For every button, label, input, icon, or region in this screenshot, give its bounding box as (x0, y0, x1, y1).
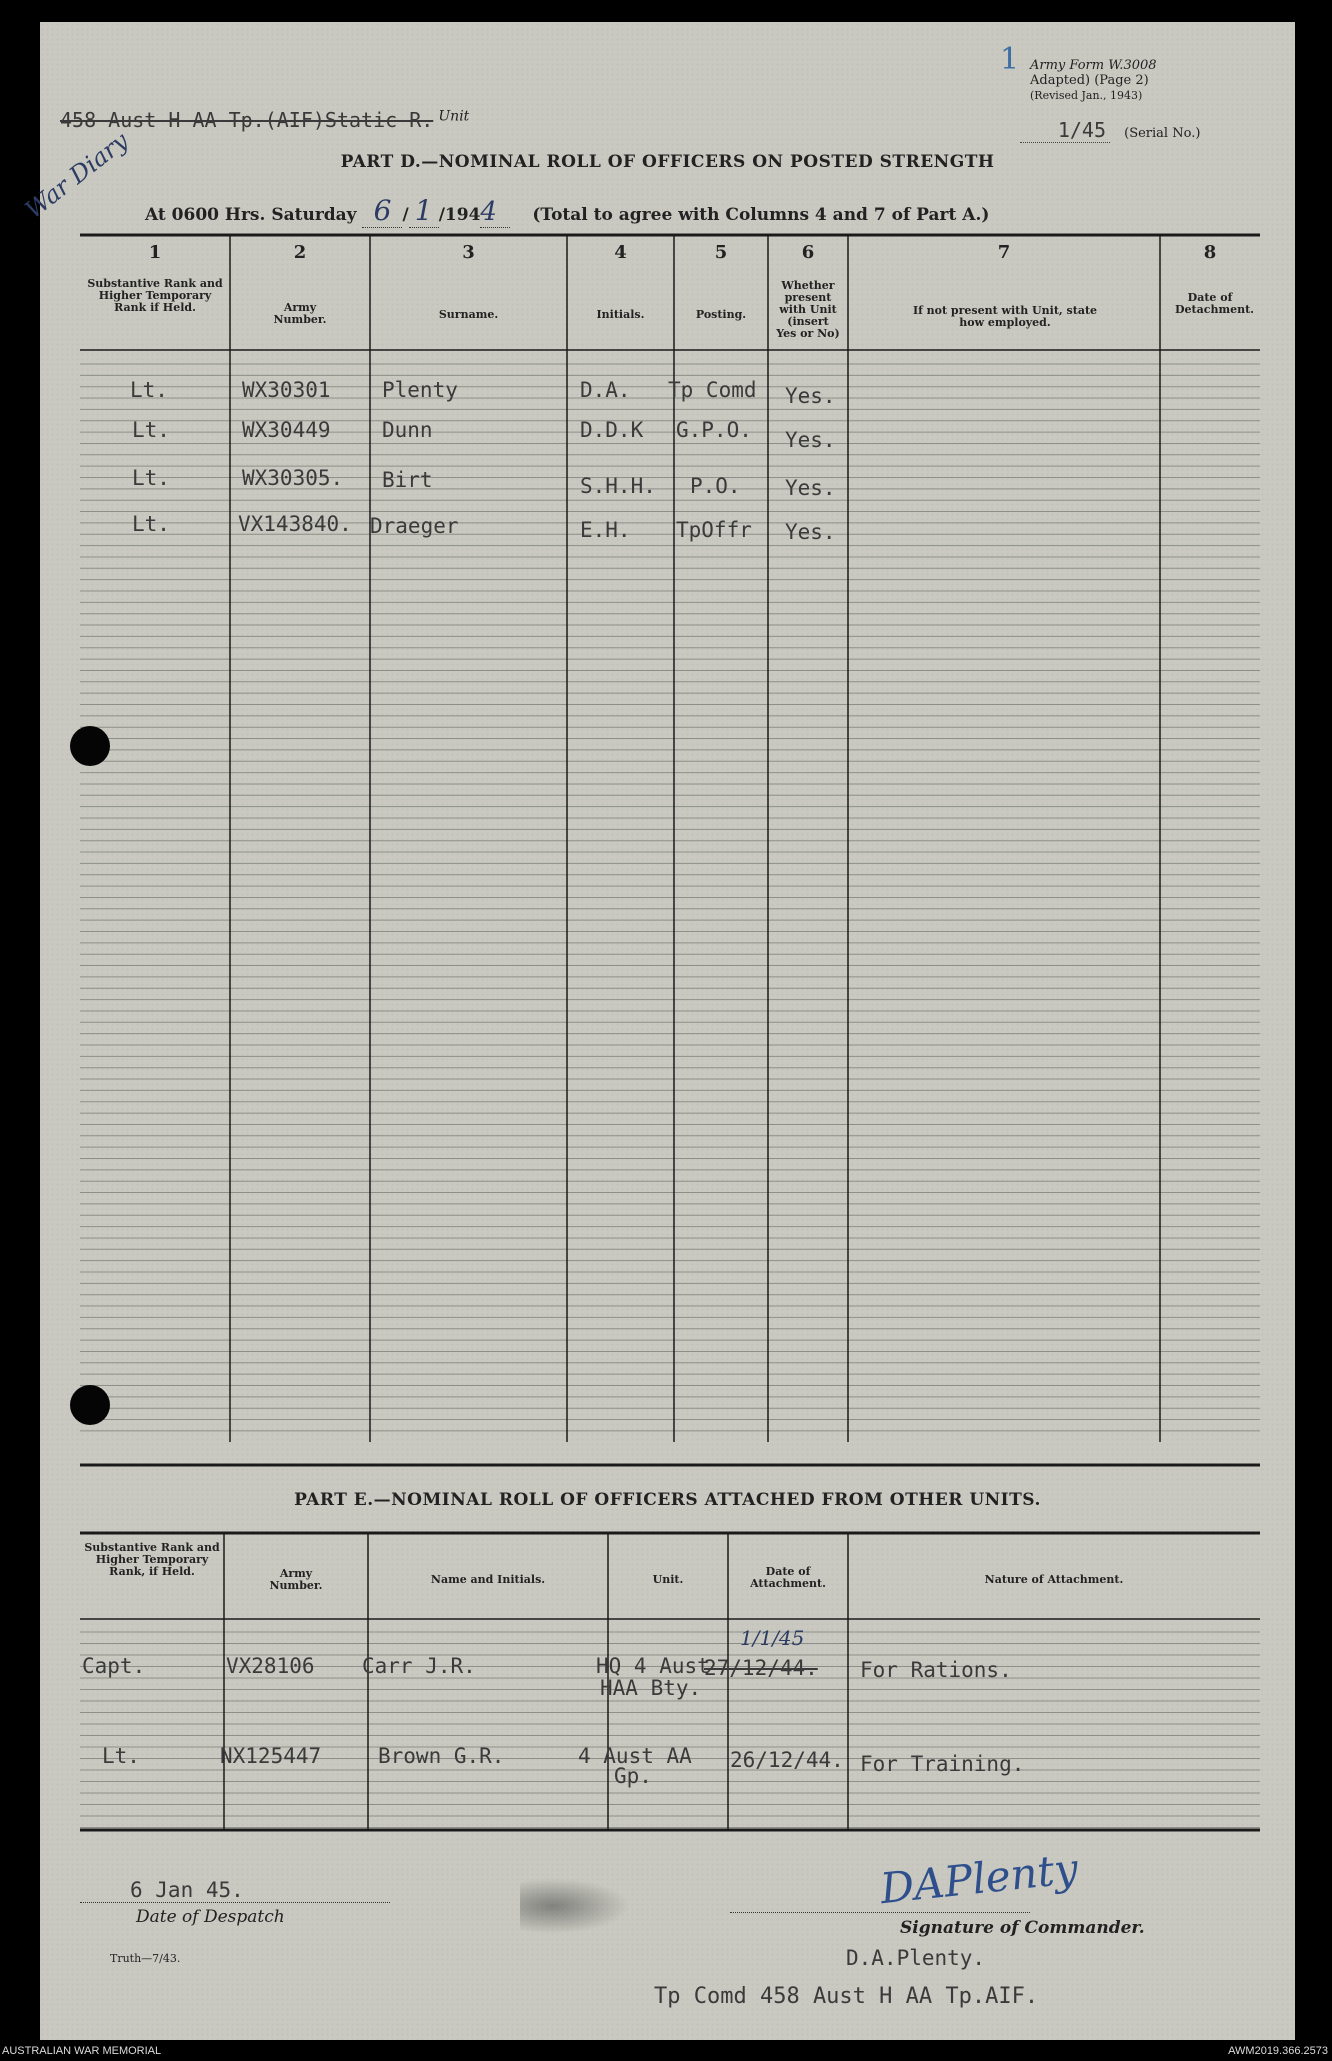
col-header-army-number: Army Number. (273, 301, 327, 326)
row-name: Carr J.R. (362, 1654, 476, 1678)
row-army-number: VX28106 (226, 1654, 315, 1678)
date-year-prefix: 194 (444, 205, 481, 225)
col-number-1: 1 (148, 242, 162, 263)
row-date: 26/12/44. (730, 1748, 844, 1772)
row-surname: Dunn (382, 418, 433, 442)
signature: DAPlenty (877, 1843, 1081, 1914)
row-unit: 4 Aust AA (578, 1744, 692, 1768)
e-header-army-number: Army Number. (269, 1567, 323, 1592)
unit-typed: 458 Aust H AA Tp.(AIF)Static R. (60, 108, 434, 132)
signature-label: Signature of Commander. (900, 1918, 1145, 1938)
col-header-rank: Substantive Rank and Higher Temporary Rank if Held. (87, 277, 223, 314)
col-number-5: 5 (714, 242, 728, 263)
despatch-label: Date of Despatch (136, 1907, 285, 1927)
row-present: Yes. (785, 476, 836, 500)
archive-credit: AUSTRALIAN WAR MEMORIAL (2, 2045, 162, 2057)
unit-label: Unit (438, 108, 470, 125)
date-note: (Total to agree with Columns 4 and 7 of Part A.) (532, 205, 990, 225)
row-rank: Lt. (132, 418, 170, 442)
form-adapted: Adapted) (Page 2) (1030, 73, 1149, 88)
row-present: Yes. (785, 384, 836, 408)
e-header-rank: Substantive Rank and Higher Temporary Rank, if Held. (84, 1541, 220, 1578)
col-header-surname: Surname. (438, 308, 499, 321)
col-number-2: 2 (293, 242, 307, 263)
punch-hole-top (70, 726, 110, 766)
row-initials: D.A. (580, 378, 631, 402)
date-year-suffix: 4 (480, 197, 510, 228)
row-date-correction: 1/1/45 (740, 1626, 805, 1650)
col-header-present: Whether present with Unit (insert Yes or No) (776, 279, 840, 340)
form-sheet (20, 22, 1295, 2040)
row-posting: Tp Comd (668, 378, 757, 402)
form-revised: (Revised Jan., 1943) (1030, 89, 1143, 102)
row-present: Yes. (785, 520, 836, 544)
row-name: Brown G.R. (378, 1744, 505, 1768)
col-header-employed: If not present with Unit, state how employed. (912, 304, 1098, 329)
col-number-4: 4 (614, 242, 627, 263)
row-army-number: NX125447 (220, 1744, 322, 1768)
part-d-date-line: At 0600 Hrs. Saturday 6 / 1 /1944 (Total to agree with Columns 4 and 7 of Part A.) (145, 194, 990, 227)
despatch-field (80, 1878, 430, 1938)
row-rank: Lt. (132, 512, 170, 536)
row-army-number: VX143840. (238, 512, 352, 536)
row-initials: E.H. (580, 518, 631, 542)
date-month: 1 (409, 194, 439, 228)
row-surname: Plenty (382, 378, 458, 402)
row-unit-cont: Gp. (614, 1764, 652, 1788)
e-header-unit: Unit. (652, 1573, 684, 1586)
col-number-7: 7 (997, 242, 1011, 263)
col-number-6: 6 (801, 242, 815, 263)
row-unit-cont: HAA Bty. (600, 1676, 702, 1700)
row-rank: Lt. (102, 1744, 140, 1768)
signer-title: Tp Comd 458 Aust H AA Tp.AIF. (654, 1984, 1039, 2009)
row-rank: Lt. (132, 466, 170, 490)
col-number-8: 8 (1203, 242, 1217, 263)
despatch-date: 6 Jan 45. (80, 1878, 390, 1903)
margin-note: War Diary (20, 126, 134, 225)
row-initials: S.H.H. (580, 474, 656, 498)
e-header-name: Name and Initials. (430, 1573, 546, 1586)
date-prefix: At 0600 Hrs. Saturday (145, 205, 357, 225)
row-rank: Lt. (130, 378, 168, 402)
printer-imprint: Truth—7/43. (110, 1952, 181, 1965)
form-number: Army Form W.3008 (1030, 58, 1157, 73)
col-header-posting: Posting. (695, 308, 747, 321)
row-date: 27/12/44. (704, 1656, 818, 1680)
part-d-title: PART D.—NOMINAL ROLL OF OFFICERS ON POSTED STRENGTH (340, 152, 995, 172)
serial-value: 1/45 (1057, 118, 1106, 142)
row-rank: Capt. (82, 1654, 146, 1678)
row-nature: For Rations. (860, 1658, 1012, 1682)
ink-blot (520, 1878, 630, 1934)
row-surname: Birt (382, 468, 433, 492)
archive-accession: AWM2019.366.2573 (1228, 2045, 1328, 2057)
col-header-initials: Initials. (596, 308, 645, 321)
serial-label: (Serial No.) (1124, 126, 1201, 141)
col-number-3: 3 (462, 242, 475, 263)
corner-mark: 1 (1000, 42, 1020, 77)
col-header-detachment: Date of Detachment. (1175, 291, 1254, 316)
signer-name: D.A.Plenty. (846, 1946, 986, 1970)
row-posting: TpOffr (676, 518, 752, 542)
signature-line (730, 1912, 1030, 1913)
row-nature: For Training. (860, 1752, 1025, 1776)
date-day: 6 (362, 194, 402, 228)
punch-hole-bottom (70, 1385, 110, 1425)
row-present: Yes. (785, 428, 836, 452)
e-header-date: Date of Attachment. (750, 1565, 826, 1590)
signature-field (730, 1843, 1210, 1944)
row-army-number: WX30449 (242, 418, 331, 442)
row-posting: G.P.O. (676, 418, 752, 442)
row-army-number: WX30301 (242, 378, 331, 402)
row-army-number: WX30305. (242, 466, 344, 490)
row-surname: Draeger (370, 514, 459, 538)
part-e-title: PART E.—NOMINAL ROLL OF OFFICERS ATTACHED FROM OTHER UNITS. (294, 1490, 1041, 1510)
row-posting: P.O. (690, 474, 741, 498)
row-initials: D.D.K (580, 418, 644, 442)
e-header-nature: Nature of Attachment. (984, 1573, 1124, 1586)
row-unit: HQ 4 Aust (596, 1654, 710, 1678)
